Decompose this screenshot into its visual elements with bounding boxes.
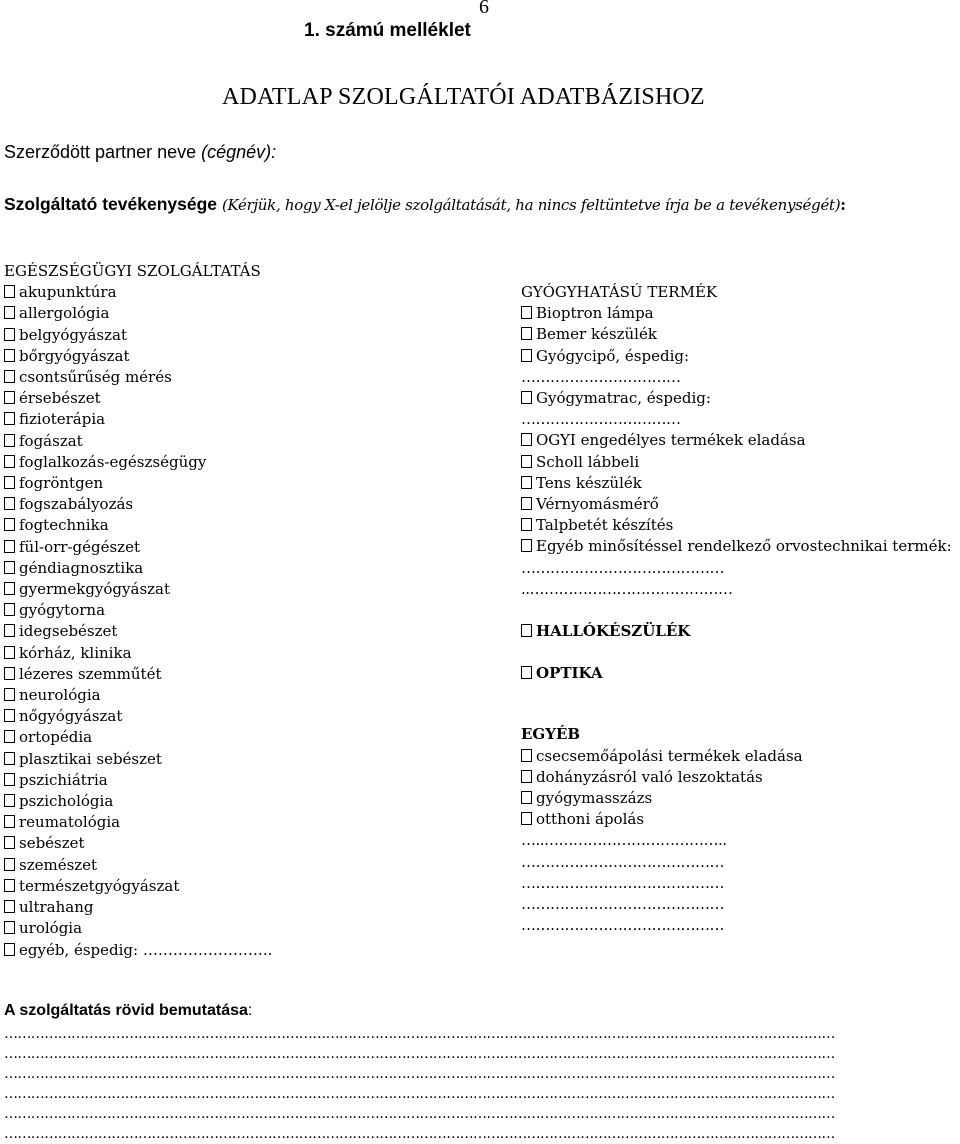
checkbox-icon[interactable] — [4, 773, 15, 786]
checkbox-label: Gyógycipő, éspedig: — [536, 346, 690, 365]
checkbox-label: otthoni ápolás — [536, 810, 645, 829]
checkbox-label: Talpbetét készítés — [536, 516, 674, 535]
summary-fill-line[interactable]: …………………………………………………………………………………………………………………………………………………………………… — [4, 1046, 835, 1062]
checkbox-item[interactable] — [521, 388, 952, 409]
hearing-aid-label: HALLÓKÉSZÜLÉK — [536, 622, 691, 641]
service-checkbox-item[interactable] — [4, 473, 272, 494]
health-services-heading: EGÉSZSÉGÜGYI SZOLGÁLTATÁS — [4, 262, 261, 280]
checkbox-label: csontsűrűség mérés — [19, 368, 172, 387]
products-fill-line-2[interactable]: …………………………… — [521, 410, 681, 429]
checkbox-label: lézeres szemműtét — [19, 664, 162, 683]
checkbox-icon[interactable] — [4, 858, 15, 871]
checkbox-icon[interactable] — [521, 539, 532, 552]
products-heading: GYÓGYHATÁSÚ TERMÉK — [521, 283, 718, 301]
checkbox-icon[interactable] — [521, 455, 532, 468]
health-services-list — [4, 282, 272, 961]
checkbox-label: belgyógyászat — [19, 325, 127, 344]
checkbox-label: Egyéb minősítéssel rendelkező orvostechnikai termék: — [536, 537, 952, 556]
summary-label-text: A szolgáltatás rövid bemutatása — [4, 1002, 248, 1019]
checkbox-label: Bemer készülék — [536, 325, 657, 344]
other-fill-line[interactable]: …..……………………………….. — [521, 831, 727, 850]
checkbox-icon[interactable] — [4, 328, 15, 341]
checkbox-icon[interactable] — [4, 624, 15, 637]
checkbox-label: allergológia — [19, 304, 110, 323]
checkbox-label: sebészet — [19, 834, 85, 853]
form-title: ADATLAP SZOLGÁLTATÓI ADATBÁZISHOZ — [222, 84, 705, 110]
optics-label: OPTIKA — [536, 664, 603, 683]
checkbox-icon[interactable] — [4, 603, 15, 616]
product-checkbox-item[interactable] — [521, 452, 952, 473]
service-checkbox-item[interactable] — [4, 685, 272, 706]
checkbox-icon[interactable] — [521, 770, 532, 783]
checkbox-icon[interactable] — [521, 497, 532, 510]
service-checkbox-item[interactable] — [4, 367, 272, 388]
checkbox-icon[interactable] — [521, 327, 532, 340]
page-number: 6 — [479, 0, 489, 18]
checkbox-icon[interactable] — [521, 306, 532, 319]
service-checkbox-item[interactable] — [4, 303, 272, 324]
service-checkbox-item[interactable] — [4, 579, 272, 600]
checkbox-label: Bioptron lámpa — [536, 304, 654, 323]
products-fill-line-3[interactable]: …………………………………… — [521, 558, 724, 577]
other-fill-line[interactable]: …………………………………… — [521, 873, 724, 892]
checkbox-label: gyermekgyógyászat — [19, 580, 171, 599]
service-checkbox-item[interactable] — [4, 706, 272, 727]
checkbox-label: Scholl lábbeli — [536, 452, 640, 471]
checkbox-label: szemészet — [19, 855, 98, 874]
checkbox-icon[interactable] — [4, 412, 15, 425]
other-fill-line[interactable]: …………………………………… — [521, 852, 724, 871]
product-checkbox-item[interactable] — [521, 303, 952, 324]
summary-fill-line[interactable]: …………………………………………………………………………………………………………………………………………………………………… — [4, 1066, 835, 1082]
checkbox-icon[interactable] — [4, 476, 15, 489]
service-checkbox-item[interactable] — [4, 494, 272, 515]
optics-checkbox[interactable] — [521, 663, 952, 684]
checkbox-icon[interactable] — [4, 900, 15, 913]
product-checkbox-item[interactable] — [521, 473, 952, 494]
service-checkbox-item[interactable] — [4, 770, 272, 791]
service-checkbox-item[interactable] — [4, 940, 272, 961]
service-checkbox-item[interactable] — [4, 727, 272, 748]
checkbox-icon[interactable] — [4, 434, 15, 447]
partner-name-field[interactable] — [4, 142, 276, 163]
service-checkbox-item[interactable] — [4, 409, 272, 430]
summary-colon: : — [247, 1002, 253, 1019]
other-checkbox-item[interactable] — [521, 767, 952, 788]
checkbox-icon[interactable] — [521, 624, 532, 637]
checkbox-icon[interactable] — [521, 666, 532, 679]
service-checkbox-item[interactable] — [4, 515, 272, 536]
summary-fill-line[interactable]: …………………………………………………………………………………………………………………………………………………………………… — [4, 1026, 835, 1042]
checkbox-icon[interactable] — [4, 561, 15, 574]
checkbox-label: fogászat — [19, 431, 83, 450]
summary-fill-lines — [4, 1024, 960, 1144]
service-checkbox-item[interactable] — [4, 621, 272, 642]
checkbox-icon[interactable] — [521, 749, 532, 762]
checkbox-icon[interactable] — [4, 582, 15, 595]
service-checkbox-item[interactable] — [4, 431, 272, 452]
checkbox-icon[interactable] — [521, 433, 532, 446]
activity-label: Szolgáltató tevékenysége — [4, 194, 217, 214]
checkbox-icon[interactable] — [4, 306, 15, 319]
service-checkbox-item[interactable] — [4, 643, 272, 664]
service-checkbox-item[interactable] — [4, 855, 272, 876]
checkbox-label: géndiagnosztika — [19, 558, 144, 577]
service-checkbox-item[interactable] — [4, 812, 272, 833]
checkbox-icon[interactable] — [521, 349, 532, 362]
products-fill-line-1[interactable]: …………………………… — [521, 367, 681, 386]
checkbox-label: foglalkozás-egészségügy — [19, 452, 207, 471]
checkbox-label: fül-orr-gégészet — [19, 537, 140, 556]
checkbox-icon[interactable] — [521, 391, 532, 404]
checkbox-icon[interactable] — [4, 752, 15, 765]
checkbox-icon[interactable] — [4, 815, 15, 828]
service-checkbox-item[interactable] — [4, 346, 272, 367]
products-fill-line-4[interactable]: ..…………………………………… — [521, 579, 733, 598]
checkbox-label: reumatológia — [19, 813, 121, 832]
checkbox-label: akupunktúra — [19, 283, 117, 302]
checkbox-icon[interactable] — [4, 285, 15, 298]
checkbox-label: természetgyógyászat — [19, 876, 180, 895]
product-checkbox-item[interactable] — [521, 430, 952, 451]
checkbox-icon[interactable] — [4, 667, 15, 680]
checkbox-icon[interactable] — [521, 791, 532, 804]
checkbox-icon[interactable] — [4, 921, 15, 934]
service-checkbox-item[interactable] — [4, 282, 272, 303]
checkbox-icon[interactable] — [4, 540, 15, 553]
checkbox-icon[interactable] — [4, 879, 15, 892]
activity-instruction — [4, 194, 960, 215]
service-checkbox-item[interactable] — [4, 897, 272, 918]
activity-colon: : — [840, 195, 847, 214]
checkbox-label: fogtechnika — [19, 516, 109, 535]
checkbox-label: nőgyógyászat — [19, 707, 123, 726]
checkbox-label: fogszabályozás — [19, 495, 134, 514]
checkbox-label: gyógytorna — [19, 601, 106, 620]
service-checkbox-item[interactable] — [4, 876, 272, 897]
other-fill-line[interactable]: …………………………………… — [521, 895, 724, 914]
checkbox-label: dohányzásról való leszoktatás — [536, 767, 763, 786]
service-checkbox-item[interactable] — [4, 833, 272, 854]
checkbox-icon[interactable] — [4, 349, 15, 362]
checkbox-icon[interactable] — [521, 476, 532, 489]
service-checkbox-item[interactable] — [4, 600, 272, 621]
activity-hint: (Kérjük, hogy X-el jelölje szolgáltatását, ha nincs feltüntetve írja be a tevékenységét) — [221, 196, 841, 214]
service-checkbox-item[interactable] — [4, 325, 272, 346]
checkbox-icon[interactable] — [4, 688, 15, 701]
other-checkbox-item[interactable] — [521, 746, 952, 767]
service-checkbox-item[interactable] — [4, 749, 272, 770]
checkbox-icon[interactable] — [4, 391, 15, 404]
other-fill-line[interactable]: …………………………………… — [521, 916, 724, 935]
checkbox-label: neurológia — [19, 686, 101, 705]
partner-name-label: Szerződött partner neve — [4, 142, 197, 162]
product-checkbox-item[interactable] — [521, 494, 952, 515]
checkbox-icon[interactable] — [4, 370, 15, 383]
service-checkbox-item[interactable] — [4, 664, 272, 685]
checkbox-label: bőrgyógyászat — [19, 346, 130, 365]
checkbox-icon[interactable] — [4, 836, 15, 849]
checkbox-label: ultrahang — [19, 898, 94, 917]
products-list-more — [521, 430, 952, 557]
product-checkbox-item[interactable] — [521, 536, 952, 557]
checkbox-label: Vérnyomásmérő — [536, 495, 659, 514]
summary-fill-line[interactable]: …………………………………………………………………………………………………………………………………………………………………… — [4, 1126, 835, 1142]
checkbox-label: ortopédia — [19, 728, 93, 747]
service-checkbox-item[interactable] — [4, 791, 272, 812]
checkbox-label: pszichológia — [19, 792, 114, 811]
service-checkbox-item[interactable] — [4, 558, 272, 579]
checkbox-label: Tens készülék — [536, 473, 642, 492]
hearing-aid-checkbox[interactable] — [521, 621, 952, 642]
products-list — [521, 303, 952, 367]
checkbox-label: idegsebészet — [19, 622, 118, 641]
checkbox-icon[interactable] — [4, 943, 15, 956]
checkbox-label: csecsemőápolási termékek eladása — [536, 746, 803, 765]
service-checkbox-item[interactable] — [4, 452, 272, 473]
service-checkbox-item[interactable] — [4, 537, 272, 558]
checkbox-label: fizioterápia — [19, 410, 106, 429]
checkbox-label: plasztikai sebészet — [19, 749, 162, 768]
checkbox-label: érsebészet — [19, 389, 101, 408]
service-checkbox-item[interactable] — [4, 388, 272, 409]
product-checkbox-item[interactable] — [521, 324, 952, 345]
other-heading: EGYÉB — [521, 725, 581, 744]
checkbox-icon[interactable] — [4, 497, 15, 510]
checkbox-icon[interactable] — [4, 646, 15, 659]
other-fill-lines — [521, 830, 952, 936]
other-list — [521, 746, 952, 831]
checkbox-icon[interactable] — [4, 455, 15, 468]
checkbox-label: egyéb, éspedig: …………………….. — [19, 940, 273, 959]
summary-fill-line[interactable]: …………………………………………………………………………………………………………………………………………………………………… — [4, 1086, 835, 1102]
checkbox-icon[interactable] — [521, 812, 532, 825]
checkbox-label: OGYI engedélyes termékek eladása — [536, 431, 806, 450]
checkbox-label: urológia — [19, 919, 83, 938]
product-checkbox-item[interactable] — [521, 515, 952, 536]
checkbox-label: pszichiátria — [19, 770, 108, 789]
products-column — [521, 282, 952, 936]
other-checkbox-item[interactable] — [521, 809, 952, 830]
checkbox-icon[interactable] — [4, 730, 15, 743]
other-checkbox-item[interactable] — [521, 788, 952, 809]
checkbox-label: fogröntgen — [19, 474, 104, 493]
checkbox-label: kórház, klinika — [19, 643, 132, 662]
summary-label — [4, 1002, 252, 1020]
summary-fill-line[interactable]: …………………………………………………………………………………………………………………………………………………………………… — [4, 1106, 835, 1122]
checkbox-icon[interactable] — [4, 794, 15, 807]
product-checkbox-item[interactable] — [521, 346, 952, 367]
checkbox-icon[interactable] — [521, 518, 532, 531]
health-services-column — [4, 261, 272, 961]
service-checkbox-item[interactable] — [4, 918, 272, 939]
checkbox-icon[interactable] — [4, 709, 15, 722]
partner-name-hint: (cégnév): — [201, 142, 277, 162]
checkbox-icon[interactable] — [4, 518, 15, 531]
checkbox-label: Gyógymatrac, éspedig: — [536, 389, 711, 408]
checkbox-label: gyógymasszázs — [536, 789, 653, 808]
annex-title: 1. számú melléklet — [304, 20, 471, 41]
